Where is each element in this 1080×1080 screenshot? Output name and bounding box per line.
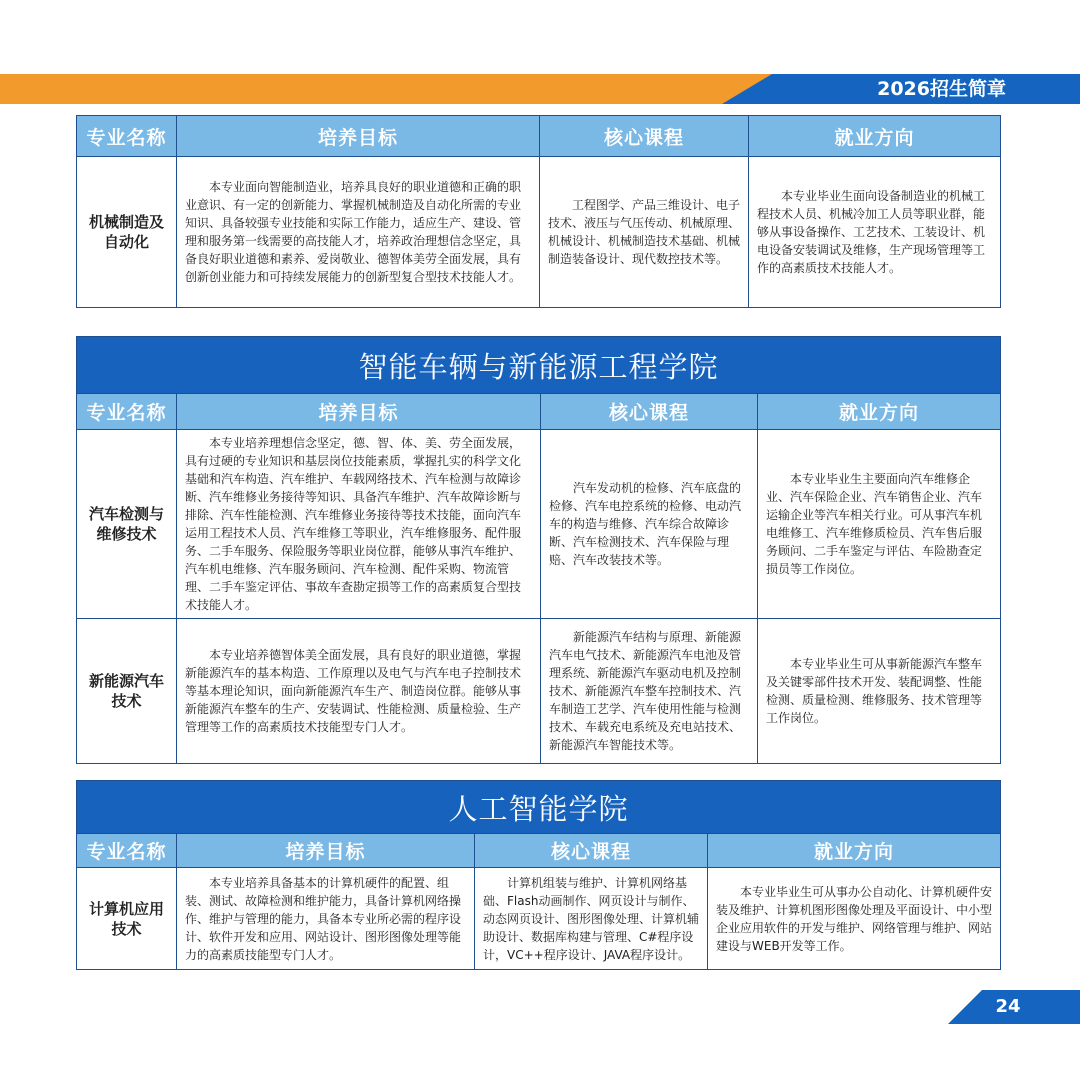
major-table-vehicle-college xyxy=(76,336,1001,764)
major-courses: 汽车发动机的检修、汽车底盘的检修、汽车电控系统的检修、电动汽车的构造与维修、汽车综合故障诊断、汽车检测技术、汽车保险与理赔、汽车改装技术等。 xyxy=(541,430,758,619)
major-career: 本专业毕业生可从事新能源汽车整车及关键零部件技术开发、装配调整、性能检测、质量检测、维修服务、技术管理等工作岗位。 xyxy=(758,619,1001,764)
col-header-goal: 培养目标 xyxy=(177,116,540,157)
major-goal: 本专业面向智能制造业，培养具良好的职业道德和正确的职业意识、有一定的创新能力、掌握机械制造及自动化所需的专业知识、具备较强专业技能和实际工作能力，适应生产、建设、管理和服务第一线需要的高技能人才，培养政治理想信念坚定，具备良好职业道德和素养、爱岗敬业、德智体美劳全面发展，具有创新创业能力和可持续发展能力的创新型复合型技术技能人才。 xyxy=(177,157,540,308)
major-name: 新能源汽车技术 xyxy=(77,619,177,764)
table-header-row xyxy=(77,394,1001,430)
col-header-course: 核心课程 xyxy=(541,394,758,430)
college-title: 智能车辆与新能源工程学院 xyxy=(77,337,1001,394)
col-header-goal: 培养目标 xyxy=(177,834,475,868)
table-row xyxy=(77,619,1001,764)
major-table-mechanical xyxy=(76,115,1001,308)
major-name: 汽车检测与维修技术 xyxy=(77,430,177,619)
table-row xyxy=(77,868,1001,970)
table-row xyxy=(77,157,1001,308)
major-name: 机械制造及自动化 xyxy=(77,157,177,308)
table-header-row xyxy=(77,834,1001,868)
college-header-row xyxy=(77,781,1001,834)
col-header-course: 核心课程 xyxy=(540,116,749,157)
col-header-name: 专业名称 xyxy=(77,394,177,430)
col-header-career: 就业方向 xyxy=(758,394,1001,430)
header-orange-band xyxy=(0,74,800,104)
major-career: 本专业毕业生主要面向汽车维修企业、汽车保险企业、汽车销售企业、汽车运输企业等汽车相关行业。可从事汽车机电维修工、汽车维修质检员、汽车售后服务顾问、二手车鉴定与评估、车险勘查定损员等工作岗位。 xyxy=(758,430,1001,619)
col-header-career: 就业方向 xyxy=(749,116,1001,157)
major-goal: 本专业培养理想信念坚定，德、智、体、美、劳全面发展，具有过硬的专业知识和基层岗位技能素质，掌握扎实的科学文化基础和汽车构造、汽车维护、车载网络技术、汽车检测与故障诊断、汽车维修业务接待等知识、具备汽车维护、汽车故障诊断与排除、汽车性能检测、汽车维修业务接待等技术技能，面向汽车运用工程技术人员、汽车维修工等职业，汽车维修服务、配件服务、二手车服务、保险服务等职业岗位群，能够从事汽车维护、汽车机电维修、汽车服务顾问、汽车检测、配件采购、物流管理、二手车鉴定评估、事故车查勘定损等工作的高素质复合型技术技能人才。 xyxy=(177,430,541,619)
col-header-name: 专业名称 xyxy=(77,116,177,157)
col-header-goal: 培养目标 xyxy=(177,394,541,430)
col-header-course: 核心课程 xyxy=(475,834,708,868)
table-row xyxy=(77,430,1001,619)
col-header-career: 就业方向 xyxy=(708,834,1001,868)
major-courses: 工程图学、产品三维设计、电子技术、液压与气压传动、机械原理、机械设计、机械制造技术基础、机械制造装备设计、现代数控技术等。 xyxy=(540,157,749,308)
major-career: 本专业毕业生面向设备制造业的机械工程技术人员、机械冷加工人员等职业群，能够从事设备操作、工艺技术、工装设计、机电设备安装调试及维修，生产现场管理等工作的高素质技术技能人才。 xyxy=(749,157,1001,308)
college-header-row xyxy=(77,337,1001,394)
major-career: 本专业毕业生可从事办公自动化、计算机硬件安装及维护、计算机图形图像处理及平面设计、中小型企业应用软件的开发与维护、网络管理与维护、网站建设与WEB开发等工作。 xyxy=(708,868,1001,970)
table-header-row xyxy=(77,116,1001,157)
college-title: 人工智能学院 xyxy=(77,781,1001,834)
brochure-title: 2026招生简章 xyxy=(877,78,1006,100)
major-table-ai-college xyxy=(76,780,1001,970)
page-number: 24 xyxy=(995,996,1021,1017)
major-courses: 新能源汽车结构与原理、新能源汽车电气技术、新能源汽车电池及管理系统、新能源汽车驱动电机及控制技术、新能源汽车整车控制技术、汽车制造工艺学、汽车使用性能与检测技术、车载充电系统及充电站技术、新能源汽车智能技术等。 xyxy=(541,619,758,764)
major-goal: 本专业培养德智体美全面发展，具有良好的职业道德，掌握新能源汽车的基本构造、工作原理以及电气与汽车电子控制技术等基本理论知识，面向新能源汽车生产、制造岗位群。能够从事新能源汽车整车的生产、安装调试、性能检测、质量检验、生产管理等工作的高素质技术技能型专门人才。 xyxy=(177,619,541,764)
major-courses: 计算机组装与维护、计算机网络基础、Flash动画制作、网页设计与制作、动态网页设计、图形图像处理、计算机辅助设计、数据库构建与管理、C#程序设计，VC++程序设计、JAVA程序设计。 xyxy=(475,868,708,970)
col-header-name: 专业名称 xyxy=(77,834,177,868)
major-name: 计算机应用技术 xyxy=(77,868,177,970)
major-goal: 本专业培养具备基本的计算机硬件的配置、组装、测试、故障检测和维护能力，具备计算机网络操作、维护与管理的能力，具备本专业所必需的程序设计、软件开发和应用、网站设计、图形图像处理等能力的高素质技能型专门人才。 xyxy=(177,868,475,970)
